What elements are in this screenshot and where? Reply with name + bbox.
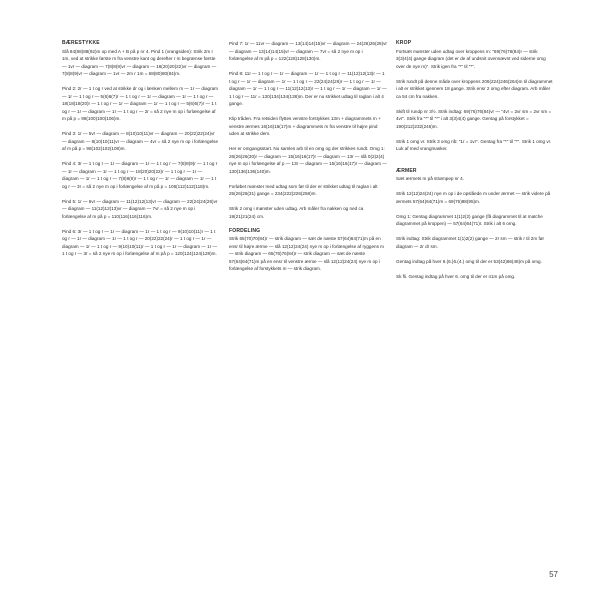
paragraph: Pind 5: 1r — 6vr — diagram — 11(12)12(13)vr — diagram — 22(24)24(26)vr — diagram — 11(12)12(13)vr — diagram — 7vr = så 2 nye m op i forlængelse af m på p = 110(116)116(116)m. bbox=[62, 198, 218, 219]
section-heading-baerestykke: BÆRESTYKKE bbox=[62, 40, 100, 46]
paragraph: Strik rundt på denne måde over kroppens 206(224)246(264)m til diagrammet i alt er strikket igennem 18 gange. Strik ensr 2 omg efter diagram. Arb måler ca 54 cm fra nakken. bbox=[396, 78, 553, 99]
paragraph: Slå 84(88)88(92)m op med A + B på p nr 4. Pind 1 (vrangsiden): Strik 2m r 1m, ved at strikke første m fra venstre kant og derefter r m begrænse første — 1vr — diagram — 7(8)8(9)vr — diagram — 16(20)20(22)vr — diagram — 7(8)8(9)vr — diagram — 1vr — 2m r 1m = 68(80)80(84)m. bbox=[62, 48, 217, 76]
paragraph: Sk fli. Gentag indtag på hver 6. omg til der er 41m på omg. bbox=[396, 273, 516, 279]
paragraph: Strik 65(70)70(84)r — strik diagram — sæt de næste 57(64)64(71)m på en ensr til højre ærme — slå 12(12)24(24) nye m op i forlængelse af ryggens m — strik diagram — 65(76)76(84)r — strik diagram — sæt de næste 57(64)64(71)m på en ensr til venstre ærme — slå 12(12)24(24) nye m op i forlængelse af forstykkets m — strik diagram. bbox=[229, 236, 384, 271]
page-number: 57 bbox=[549, 570, 558, 579]
paragraph: Skift til rundp nr 3½. Strik indtag: 69(76)76(84)vr — "4vr = 2vr sm = 2vr sm = 4vr". Strik fra "*" til "*" i alt 3(3)4(4) gange. Gentag på forstykket = 190(212)232(246)m. bbox=[396, 108, 552, 129]
section-heading-fordeling: FORDELING bbox=[229, 227, 261, 234]
paragraph: Pind 4: 3r — 1 t og r — 1r — diagram — 1r — 1 t og r — 7(8)8(9)r — 1 t og r — 1r — diagram — 1r — 1 t og r — 18(20)20(22)r — 1 t og r — 1r — diagram — 1r — 1 t og r — 7(8)8(9)r — 1 t og r — 1r — diagram — 1r — 1 t og r — 3r = så 2 nye m op i forlængelse af m på p = 106(112)112(118)m. bbox=[62, 161, 218, 189]
paragraph: Omg 1: Gentag diagrammet 1(1)2(2) gange (få diagrammet til at matche diagrammet på kroppen) — 57(64)64(71)r. Strik i alt 6 omg. bbox=[396, 213, 543, 226]
paragraph: Strik indtag: Strik diagrammet 1(1)2(2) gange — 2r sm — strik r til 2m før diagram — 2r dr sm. bbox=[396, 236, 545, 249]
paragraph: Sæt ærmets m på strømpep nr 4. bbox=[396, 176, 464, 181]
text-column-middle bbox=[229, 40, 387, 280]
paragraph: Klip tråden. Fra retsiden flyttes venstre forstykkes 13m + diagrammets m + venstre ærmes 16(16)16(17)m + diagrammets m fra venstre til højre pind uden at strikke dem. bbox=[229, 116, 381, 136]
paragraph: Pind 7: 1r — 11vr — diagram — 13(14)14(15)vr — diagram — 24(26)26(28)vr — diagram — 13(14)14(15)vr — diagram — 7vr = så 2 nye m op i forlængelse af m på p = 122(128)128(130)m. bbox=[229, 41, 387, 61]
paragraph: Strik 1 omg vr. Strik 3 omg rib: "1r = 1vr". Gentag fra "*" til "*". Strik 1 omg vr. Luk af med vrangmasker. bbox=[396, 138, 552, 151]
text-column-left bbox=[62, 40, 220, 265]
paragraph: Gentag indtag på hver 6.(6.)6.(4.) omg til der er 53(42)66(48)m på omg. bbox=[396, 258, 542, 264]
paragraph: Strik 2 omg i mønster uden udtag. Arb måler fra nakken og ned ca 19(21)21(24) cm. bbox=[229, 206, 364, 219]
paragraph: Strik 12(12)24(24) nye m op i de opslåede m under ærmet — strik videre på ærmets 57(64)64(71)m = 69(76)88(95)m. bbox=[396, 191, 551, 204]
paragraph: Forløbet mønster med udtag som før til der er strikket udtag til raglan i alt 25(26)26(31) gange = 234(222)226(258)m. bbox=[229, 183, 378, 196]
paragraph: Pind 8: 11r — 1 t og r — 1r — diagram — 1r — 1 t og r — 11(12)12(13)r — 1 t og r — 1r — diagram — 1r — 1 t og r — 22(24)24(26)r — 1 t og r — 1r — diagram — 1r — 1 t og r — 11(12)12(13)r — 1 t og r — 1r — diagram — 1r — 1 t og r — 11r = 130(134)134(138)m. Der er nu strikket udtag til raglan i alt 4 gange. bbox=[229, 71, 387, 106]
spacer bbox=[396, 160, 554, 168]
section-heading-aermer: ÆRMER bbox=[396, 167, 417, 174]
paragraph: Pind 2: 2r — 1 t og r ved at strikke dr og i lænken mellem m — 1r — diagram — 1r — 1 t og r — 5(6)6(7)r — 1 t og r — 1r — diagram — 1r — 1 t og r — 18(18)18(20)r — 1 t og r — 1r — diagram — 1r — 1 t og r — 5(6)6(7)r — 1 t og r — 1r — diagram — 1r — 1 t og r — 2r = så 2 nye m op i forlængelse af m på p = 98(100)100(106)m. bbox=[62, 86, 218, 121]
text-column-right bbox=[396, 40, 554, 288]
paragraph: Pind 3: 1r — 5vr — diagram — 8(10)10(11)vr — diagram — 20(22)22(24)vr — diagram — 8(10)10(11)vr — diagram — 4vr = så 2 nye m op i forlængelse af m på p = 98(102)102(108)m. bbox=[62, 131, 219, 151]
paragraph: Fortsæt mønster uden udtag over kroppens m: "69(76)76(84)r — strik 3(3)4(4) gange diagram (det er de af undsnit ovennævnt ved siderne omg over de nye m)". Strik igen fra "*" til "*". bbox=[396, 48, 546, 69]
section-heading-krop: KROP bbox=[396, 40, 412, 46]
paragraph: Pind 6: 3r — 1 t og r — 1r — diagram — 1r — 1 t og r — 9(10)10(11)r — 1 t og r — 1r — diagram — 1r — 1 t og r — 20(22)22(24)r — 1 t og r — 1r — diagram — 1r — 1 t og r — 9(10)10(11)r — 1 t og r — 1r — diagram — 1r — 1 t og r — 3r = så 2 nye m op i forlængelse af m på p = 120(124)124(128)m. bbox=[62, 228, 218, 256]
paragraph: Her er omgangsstart. Nu samles arb til en omg og der strikkes rundt. Omg 1: 26(26)26(30)r — diagram — 15(16)16(17)r — diagram — 13r — slå 0(2)2(4) nye m op i forlængelse af p — 13r — diagram — 15(16)16(17)r — diagram — 130(136)136(140)m. bbox=[229, 146, 387, 174]
